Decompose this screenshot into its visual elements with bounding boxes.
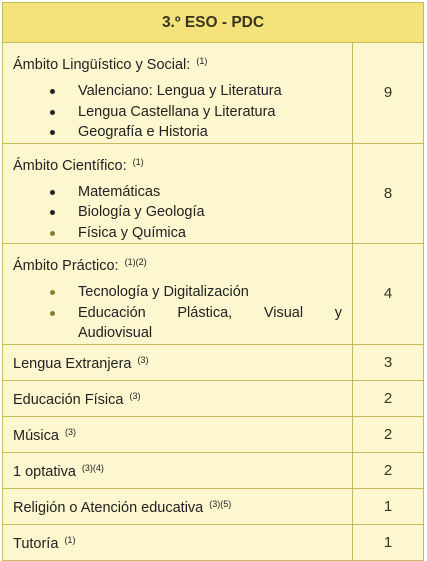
footnote-ref: (3)(4) (81, 463, 104, 473)
list-item (13, 122, 342, 143)
footnote-ref: (3)(5) (209, 499, 232, 509)
list-item (13, 102, 342, 123)
table-row (3, 244, 424, 345)
table-row (3, 344, 424, 380)
subject-name: Educación Plástica, Visual y (78, 304, 342, 321)
subject-name: Matemáticas (78, 183, 161, 200)
list-item (13, 282, 342, 303)
group-cell-practico (3, 244, 353, 345)
subject-name: Música (13, 428, 59, 444)
table-row (3, 43, 424, 144)
list-item (13, 182, 342, 203)
hours-cell: 2 (353, 452, 424, 488)
bullet-icon (50, 210, 55, 215)
subject-name: 1 optativa (13, 464, 76, 480)
footnote-ref: (3) (129, 391, 141, 401)
list-item (13, 81, 342, 102)
hours-cell: 9 (353, 43, 424, 144)
hours-cell: 3 (353, 344, 424, 380)
subject-cell (3, 524, 353, 560)
group-title (13, 252, 342, 276)
bullet-icon (50, 190, 55, 195)
list-item-continuation (13, 323, 342, 344)
footnote-ref: (1) (64, 535, 76, 545)
group-name: Ámbito Científico: (13, 157, 127, 174)
subject-list (13, 182, 342, 244)
subject-list (13, 282, 342, 344)
group-cell-cientifico (3, 143, 353, 244)
hours-cell: 2 (353, 416, 424, 452)
subject-hours-table (2, 2, 424, 561)
subject-name: Tutoría (13, 536, 59, 552)
bullet-icon (50, 231, 55, 236)
subject-name: Religión o Atención educativa (13, 500, 204, 516)
subject-list (13, 81, 342, 143)
subject-cell (3, 488, 353, 524)
hours-cell: 1 (353, 488, 424, 524)
subject-name: Audiovisual (78, 325, 153, 341)
footnote-ref: (1) (132, 156, 144, 167)
subject-name: Lengua Extranjera (13, 356, 132, 372)
subject-cell (3, 416, 353, 452)
footnote-ref: (3) (64, 427, 76, 437)
table-row (3, 524, 424, 560)
subject-cell (3, 452, 353, 488)
group-title (13, 51, 342, 75)
subject-cell (3, 380, 353, 416)
footnote-ref: (3) (137, 355, 149, 365)
bullet-icon (50, 89, 55, 94)
list-item (13, 303, 342, 324)
bullet-icon (50, 311, 55, 316)
subject-name: Lengua Castellana y Literatura (78, 103, 276, 120)
subject-table-container (2, 2, 423, 561)
hours-cell: 8 (353, 143, 424, 244)
subject-name: Educación Física (13, 392, 124, 408)
hours-cell: 1 (353, 524, 424, 560)
subject-cell (3, 344, 353, 380)
bullet-icon (50, 290, 55, 295)
subject-name: Geografía e Historia (78, 124, 208, 140)
subject-name: Valenciano: Lengua y Literatura (78, 83, 282, 99)
group-name: Ámbito Lingüístico y Social: (13, 57, 191, 73)
group-title (13, 152, 342, 176)
hours-cell: 4 (353, 244, 424, 345)
footnote-ref: (1)(2) (124, 257, 147, 267)
table-row (3, 416, 424, 452)
table-row (3, 452, 424, 488)
bullet-icon (50, 130, 55, 135)
hours-cell: 2 (353, 380, 424, 416)
table-row (3, 488, 424, 524)
table-title: 3.º ESO - PDC (3, 3, 424, 43)
table-row (3, 143, 424, 244)
subject-name: Física y Química (78, 224, 186, 241)
table-row (3, 380, 424, 416)
subject-name: Tecnología y Digitalización (78, 284, 249, 300)
list-item (13, 202, 342, 223)
bullet-icon (50, 110, 55, 115)
group-cell-linguistico (3, 43, 353, 144)
subject-name: Biología y Geología (78, 204, 205, 220)
footnote-ref: (1) (196, 56, 208, 66)
group-name: Ámbito Práctico: (13, 258, 119, 274)
list-item (13, 223, 342, 244)
